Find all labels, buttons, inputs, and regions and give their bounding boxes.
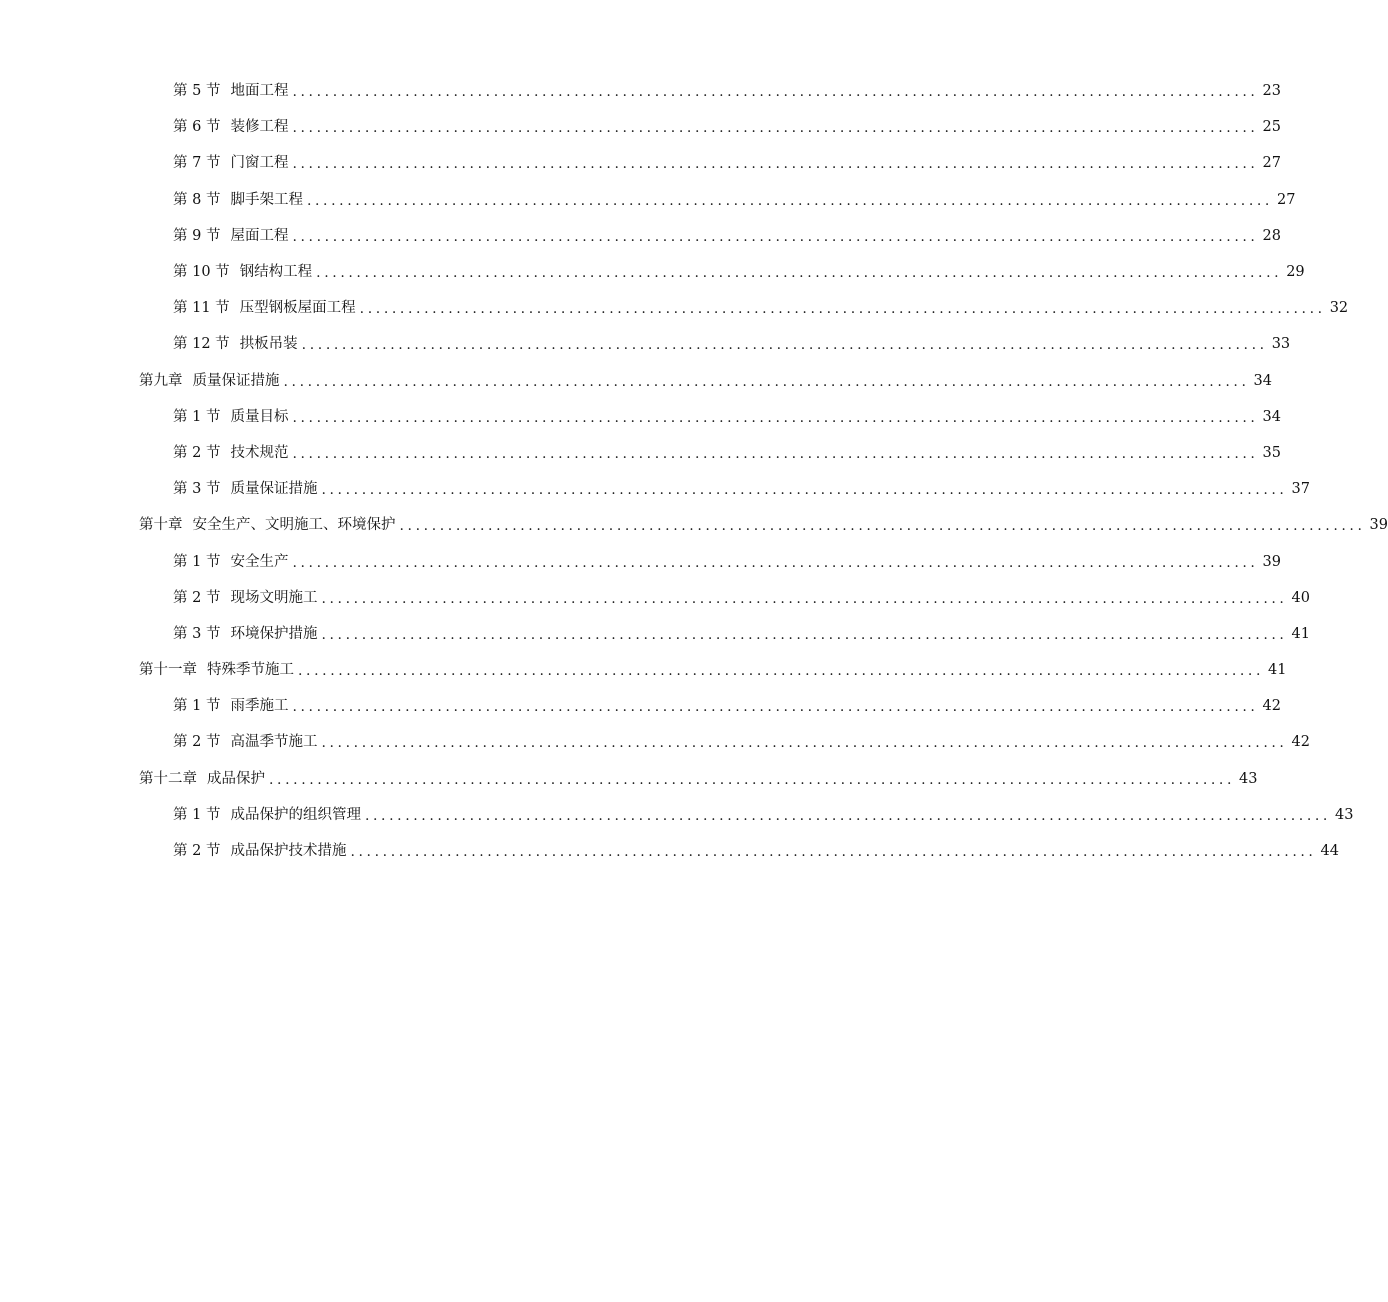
- entry-title: [173, 298, 356, 318]
- entry-title: [173, 552, 288, 572]
- toc-entry[interactable]: [0, 724, 1310, 760]
- entry-title: [173, 334, 298, 354]
- entry-number: 第 2 节: [173, 843, 221, 860]
- page-number: 41: [1291, 625, 1310, 642]
- page-number: 43: [1334, 806, 1354, 823]
- toc-entry[interactable]: [0, 109, 1281, 145]
- dot-leader: ........................................................................................................................: [399, 518, 1366, 535]
- dot-leader: ........................................................................................................................: [321, 735, 1288, 752]
- page-number: 35: [1262, 444, 1281, 461]
- dot-leader: ........................................................................................................................: [359, 301, 1326, 318]
- page-number: 34: [1253, 372, 1272, 389]
- entry-text: 地面工程: [230, 83, 289, 100]
- toc-entry[interactable]: [0, 543, 1281, 579]
- entry-title: [173, 153, 288, 173]
- dot-leader: ........................................................................................................................: [316, 265, 1283, 282]
- toc-entry[interactable]: [0, 507, 1388, 543]
- page-number: 23: [1262, 83, 1281, 100]
- entry-title: [173, 588, 317, 608]
- page-number: 39: [1262, 553, 1281, 570]
- entry-text: 质量保证措施: [192, 372, 280, 389]
- entry-title: [173, 226, 288, 246]
- page-number: 40: [1291, 589, 1310, 606]
- entry-number: 第 1 节: [173, 553, 221, 570]
- entry-title: [173, 262, 312, 282]
- table-of-contents: [0, 73, 1388, 869]
- entry-text: 质量目标: [230, 408, 289, 425]
- toc-entry[interactable]: [0, 761, 1258, 797]
- entry-title: [173, 805, 361, 825]
- entry-number: 第 10 节: [173, 264, 230, 281]
- dot-leader: ........................................................................................................................: [292, 445, 1259, 462]
- dot-leader: ........................................................................................................................: [292, 120, 1259, 137]
- dot-leader: ........................................................................................................................: [292, 554, 1259, 571]
- page-number: 29: [1286, 264, 1305, 281]
- dot-leader: ........................................................................................................................: [292, 699, 1259, 716]
- page-number: 43: [1239, 770, 1258, 787]
- page-number: 27: [1276, 191, 1296, 208]
- toc-entry[interactable]: [0, 471, 1310, 507]
- entry-number: 第 2 节: [173, 444, 221, 461]
- entry-title: [139, 660, 294, 680]
- page-number: 34: [1262, 408, 1281, 425]
- toc-entry[interactable]: [0, 580, 1310, 616]
- page-number: 33: [1271, 336, 1291, 353]
- page-number: 37: [1291, 481, 1310, 498]
- dot-leader: ........................................................................................................................: [292, 228, 1259, 245]
- entry-text: 特殊季节施工: [207, 662, 294, 679]
- entry-title: [173, 732, 317, 752]
- dot-leader: ........................................................................................................................: [298, 663, 1265, 680]
- entry-text: 屋面工程: [230, 227, 289, 244]
- dot-leader: ........................................................................................................................: [321, 482, 1288, 499]
- entry-text: 压型钢板屋面工程: [239, 300, 356, 317]
- entry-text: 装修工程: [230, 119, 289, 136]
- entry-number: 第 2 节: [173, 734, 221, 751]
- entry-title: [173, 696, 288, 716]
- entry-text: 拱板吊装: [239, 336, 298, 353]
- entry-title: [173, 81, 288, 101]
- dot-leader: ........................................................................................................................: [292, 156, 1259, 173]
- entry-number: 第九章: [139, 372, 183, 389]
- entry-text: 现场文明施工: [230, 589, 318, 606]
- entry-text: 安全生产、文明施工、环境保护: [192, 517, 396, 534]
- page-number: 28: [1262, 227, 1281, 244]
- entry-title: [139, 371, 280, 391]
- entry-number: 第十章: [139, 517, 183, 534]
- dot-leader: ........................................................................................................................: [292, 409, 1259, 426]
- entry-number: 第 8 节: [173, 191, 221, 208]
- entry-number: 第 3 节: [173, 481, 221, 498]
- entry-text: 质量保证措施: [230, 481, 318, 498]
- toc-entry[interactable]: [0, 73, 1281, 109]
- entry-number: 第 5 节: [173, 83, 221, 100]
- entry-number: 第 6 节: [173, 119, 221, 136]
- entry-number: 第 1 节: [173, 408, 221, 425]
- entry-text: 高温季节施工: [230, 734, 318, 751]
- page-number: 42: [1291, 734, 1310, 751]
- entry-title: [173, 841, 346, 861]
- entry-number: 第 1 节: [173, 806, 221, 823]
- page-number: 32: [1329, 300, 1349, 317]
- toc-entry[interactable]: [0, 363, 1272, 399]
- toc-entry[interactable]: [0, 254, 1305, 290]
- toc-entry[interactable]: [0, 182, 1296, 218]
- page-number: 25: [1262, 119, 1281, 136]
- entry-number: 第 12 节: [173, 336, 230, 353]
- dot-leader: ........................................................................................................................: [350, 844, 1317, 861]
- entry-title: [173, 117, 288, 137]
- entry-text: 技术规范: [230, 444, 289, 461]
- entry-title: [139, 515, 396, 535]
- toc-entry[interactable]: [0, 435, 1281, 471]
- entry-text: 成品保护的组织管理: [230, 806, 361, 823]
- dot-leader: ........................................................................................................................: [364, 807, 1331, 824]
- entry-text: 钢结构工程: [239, 264, 313, 281]
- entry-text: 雨季施工: [230, 698, 289, 715]
- page-number: 44: [1320, 843, 1339, 860]
- entry-number: 第 7 节: [173, 155, 221, 172]
- toc-entry[interactable]: [0, 797, 1354, 833]
- toc-entry[interactable]: [0, 218, 1281, 254]
- entry-title: [173, 190, 303, 210]
- entry-title: [173, 407, 288, 427]
- toc-entry[interactable]: [0, 688, 1281, 724]
- entry-title: [173, 624, 317, 644]
- dot-leader: ........................................................................................................................: [306, 192, 1273, 209]
- entry-number: 第十二章: [139, 770, 197, 787]
- toc-entry[interactable]: [0, 145, 1281, 181]
- dot-leader: ........................................................................................................................: [269, 771, 1236, 788]
- entry-title: [173, 479, 317, 499]
- toc-entry[interactable]: [0, 833, 1339, 869]
- entry-number: 第 9 节: [173, 227, 221, 244]
- toc-entry[interactable]: [0, 290, 1349, 326]
- entry-text: 成品保护技术措施: [230, 843, 347, 860]
- entry-text: 安全生产: [230, 553, 289, 570]
- entry-title: [139, 769, 265, 789]
- page-number: 41: [1268, 662, 1287, 679]
- entry-number: 第 2 节: [173, 589, 221, 606]
- dot-leader: ........................................................................................................................: [321, 626, 1288, 643]
- entry-text: 门窗工程: [230, 155, 289, 172]
- page-number: 42: [1262, 698, 1281, 715]
- entry-text: 脚手架工程: [230, 191, 303, 208]
- toc-entry[interactable]: [0, 326, 1291, 362]
- toc-entry[interactable]: [0, 652, 1287, 688]
- dot-leader: ........................................................................................................................: [283, 373, 1250, 390]
- page-number: 39: [1369, 517, 1388, 534]
- entry-number: 第 1 节: [173, 698, 221, 715]
- dot-leader: ........................................................................................................................: [292, 84, 1259, 101]
- entry-number: 第 3 节: [173, 625, 221, 642]
- entry-number: 第 11 节: [173, 300, 230, 317]
- entry-title: [173, 443, 288, 463]
- dot-leader: ........................................................................................................................: [321, 590, 1288, 607]
- page-number: 27: [1262, 155, 1281, 172]
- entry-text: 成品保护: [207, 770, 265, 787]
- entry-number: 第十一章: [139, 662, 197, 679]
- toc-entry[interactable]: [0, 616, 1310, 652]
- entry-text: 环境保护措施: [230, 625, 318, 642]
- dot-leader: ........................................................................................................................: [301, 337, 1268, 354]
- toc-entry[interactable]: [0, 399, 1281, 435]
